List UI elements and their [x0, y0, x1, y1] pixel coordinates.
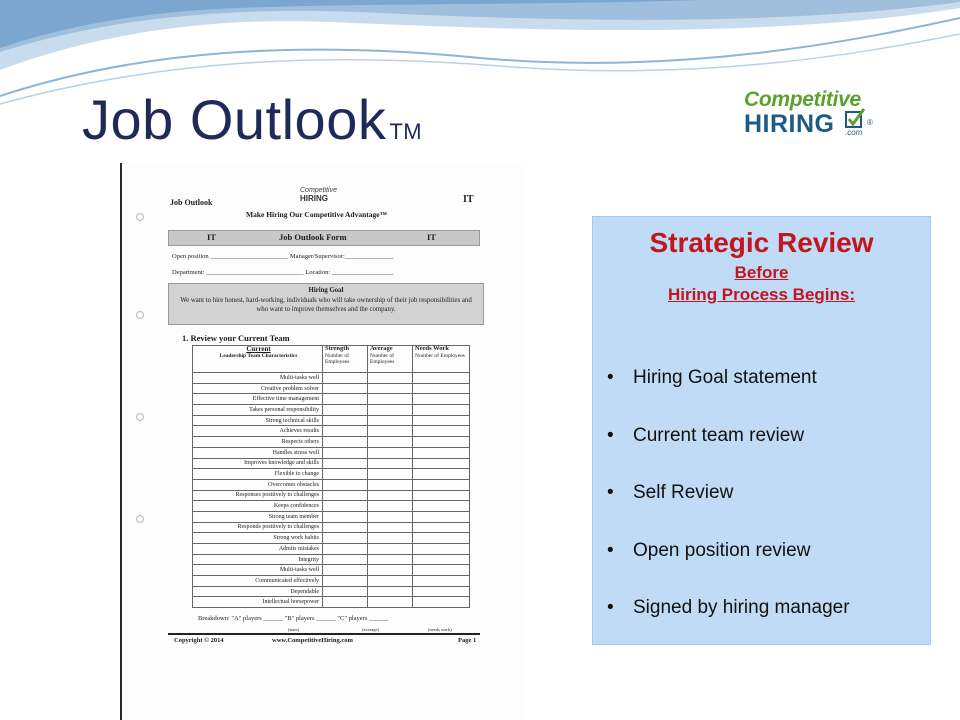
count-cell [368, 586, 413, 597]
table-row [193, 383, 470, 394]
count-cell [413, 501, 470, 512]
count-cell [413, 479, 470, 490]
punch-hole [136, 213, 144, 221]
count-cell [368, 447, 413, 458]
col-average: Average Number of Employees [368, 346, 413, 373]
table-row [193, 490, 470, 501]
characteristic-label: Responses positively to challenges [193, 490, 323, 501]
logo-suffix: .com [845, 128, 863, 137]
count-cell [413, 511, 470, 522]
table-row [193, 405, 470, 416]
count-cell [323, 383, 368, 394]
count-cell [368, 511, 413, 522]
count-cell [323, 447, 368, 458]
table-row [193, 576, 470, 587]
table-row [193, 501, 470, 512]
characteristic-label: Admits mistakes [193, 544, 323, 555]
count-cell [323, 511, 368, 522]
count-cell [413, 383, 470, 394]
form-logo: Competitive HIRING [300, 187, 337, 203]
table-row [193, 479, 470, 490]
count-cell [413, 490, 470, 501]
count-cell [368, 544, 413, 555]
count-cell [413, 597, 470, 608]
punch-hole [136, 515, 144, 523]
characteristic-label: Strong technical skills [193, 415, 323, 426]
count-cell [413, 554, 470, 565]
count-cell [368, 490, 413, 501]
col-strength: Strength Number of Employees [323, 346, 368, 373]
count-cell [368, 597, 413, 608]
count-cell [413, 533, 470, 544]
characteristic-label: Strong work habits [193, 533, 323, 544]
count-cell [413, 469, 470, 480]
count-cell [368, 426, 413, 437]
count-cell [368, 479, 413, 490]
characteristic-label: Intellectual horsepower [193, 597, 323, 608]
count-cell [323, 479, 368, 490]
table-row [193, 469, 470, 480]
section-heading: 1. Review your Current Team [182, 333, 290, 343]
count-cell [368, 576, 413, 587]
footer-page: Page 1 [458, 637, 477, 644]
table-row [193, 447, 470, 458]
panel-subtitle-before: Before [734, 263, 789, 282]
trademark-mark: TM [389, 119, 423, 144]
footer-url: www.CompetitiveHiring.com [272, 637, 353, 644]
table-row [193, 511, 470, 522]
count-cell [413, 565, 470, 576]
table-row [193, 586, 470, 597]
count-cell [323, 458, 368, 469]
count-cell [368, 437, 413, 448]
count-cell [323, 426, 368, 437]
panel-title: Strategic Review [649, 227, 874, 258]
open-position-line: Open position ________________________ Manager/Supervisor:_______________ [172, 253, 394, 260]
count-cell [323, 544, 368, 555]
count-cell [413, 458, 470, 469]
form-tagline: Make Hiring Our Competitive Advantage™ [246, 210, 388, 219]
form-title-band: IT Job Outlook Form IT [168, 230, 480, 246]
logo-line2: HIRING [744, 110, 835, 138]
characteristic-label: Multi-tasks well [193, 565, 323, 576]
table-row [193, 597, 470, 608]
characteristic-label: Responds positively to challenges [193, 522, 323, 533]
table-row [193, 437, 470, 448]
table-row [193, 522, 470, 533]
count-cell [368, 373, 413, 384]
characteristic-label: Creative problem solver [193, 383, 323, 394]
characteristic-label: Flexible to change [193, 469, 323, 480]
team-review-table [192, 345, 470, 608]
count-cell [323, 533, 368, 544]
count-cell [323, 586, 368, 597]
count-cell [413, 373, 470, 384]
count-cell [323, 394, 368, 405]
count-cell [323, 415, 368, 426]
characteristic-label: Multi-tasks well [193, 373, 323, 384]
count-cell [368, 458, 413, 469]
hiring-goal-box: Hiring Goal We want to hire honest, hard-working, individuals who will take ownership of their job responsibilities and who want to improve themselves and the company. [168, 283, 484, 325]
characteristic-label: Integrity [193, 554, 323, 565]
count-cell [413, 576, 470, 587]
footer-rule [168, 633, 480, 635]
col-characteristics: Current Leadership Team Characteristics [193, 346, 323, 373]
characteristic-label: Improves knowledge and skills [193, 458, 323, 469]
characteristic-label: Strong team member [193, 511, 323, 522]
breakdown-line: Breakdown: "A" players ______ "B" players ______ "C" players ______ [198, 615, 389, 622]
count-cell [413, 522, 470, 533]
count-cell [368, 415, 413, 426]
count-cell [368, 501, 413, 512]
count-cell [368, 565, 413, 576]
strategic-review-panel: Strategic Review Before Hiring Process Begins: • Hiring Goal statement • Current team review • Self Review • Open position review • Signed by hiring manager [592, 216, 931, 645]
count-cell [323, 522, 368, 533]
form-header-right: IT [463, 194, 474, 205]
characteristic-label: Dependable [193, 586, 323, 597]
characteristic-label: Handles stress well [193, 447, 323, 458]
count-cell [413, 415, 470, 426]
count-cell [368, 554, 413, 565]
count-cell [413, 405, 470, 416]
characteristic-label: Takes personal responsibility [193, 405, 323, 416]
col-needs-work: Needs Work Number of Employees [413, 346, 470, 373]
characteristic-label: Communicated effectively [193, 576, 323, 587]
count-cell [413, 544, 470, 555]
count-cell [368, 394, 413, 405]
table-row [193, 544, 470, 555]
count-cell [323, 405, 368, 416]
logo-line1: Competitive [744, 88, 861, 111]
count-cell [323, 469, 368, 480]
characteristic-label: Keeps confidences [193, 501, 323, 512]
scanned-job-outlook-form: Job Outlook Competitive HIRING IT Make Hiring Our Competitive Advantage™ IT Job Outlook Form IT Open position ________________________ Manager/Supervisor:_______________ Department: ______________________________ Location: ___________________ Hiring Goal We want to hire honest, hard-working, individuals who will take ownership of their job responsibilities and who want to improve themselves and the company. 1. Review your Current Team Current Leadership Team Characteristics Strength Number of Employees Average Number of Employees Needs Work Number of Employees Multi-tasks well Creative problem solver Effective time management Takes personal responsibility Strong technical skills Achieves results Respects others Handles stress well Improves knowledge and skills Flexible to change Overcomes obstacles Responses positively to challenges Keeps confidences Strong team member Responds positively to challenges Strong work habits Admits mistakes Integrity Multi-tasks well Communicated effectively Dependable Intellectual horsepower Breakdown: "A" players ______ "B" players ______ "C" players ______ (stars) (average) (needs work) Copyright © 2014 www.CompetitiveHiring.com Page 1 [120, 163, 522, 720]
count-cell [323, 565, 368, 576]
count-cell [413, 586, 470, 597]
table-row [193, 415, 470, 426]
table-row [193, 373, 470, 384]
department-line: Department: ______________________________ Location: ___________________ [172, 269, 394, 276]
count-cell [323, 554, 368, 565]
table-row [193, 554, 470, 565]
count-cell [413, 437, 470, 448]
count-cell [368, 533, 413, 544]
count-cell [368, 469, 413, 480]
slide-title: Job Outlook ™ [82, 88, 423, 151]
count-cell [368, 405, 413, 416]
punch-hole [136, 413, 144, 421]
table-row [193, 565, 470, 576]
characteristic-label: Effective time management [193, 394, 323, 405]
characteristic-label: Overcomes obstacles [193, 479, 323, 490]
table-row [193, 426, 470, 437]
footer-copyright: Copyright © 2014 [174, 637, 224, 644]
count-cell [413, 447, 470, 458]
checkbox-check-icon [844, 107, 866, 129]
table-row [193, 458, 470, 469]
characteristic-label: Achieves results [193, 426, 323, 437]
panel-subtitle-process: Hiring Process Begins: [667, 285, 856, 304]
count-cell [413, 394, 470, 405]
count-cell [323, 501, 368, 512]
count-cell [323, 490, 368, 501]
count-cell [413, 426, 470, 437]
count-cell [323, 576, 368, 587]
count-cell [368, 522, 413, 533]
table-row [193, 394, 470, 405]
punch-hole [136, 311, 144, 319]
competitive-hiring-logo [744, 88, 884, 140]
table-row [193, 533, 470, 544]
form-header-left: Job Outlook [170, 198, 213, 207]
characteristic-label: Respects others [193, 437, 323, 448]
count-cell [368, 383, 413, 394]
logo-registered: ® [867, 118, 873, 127]
count-cell [323, 437, 368, 448]
count-cell [323, 597, 368, 608]
count-cell [323, 373, 368, 384]
